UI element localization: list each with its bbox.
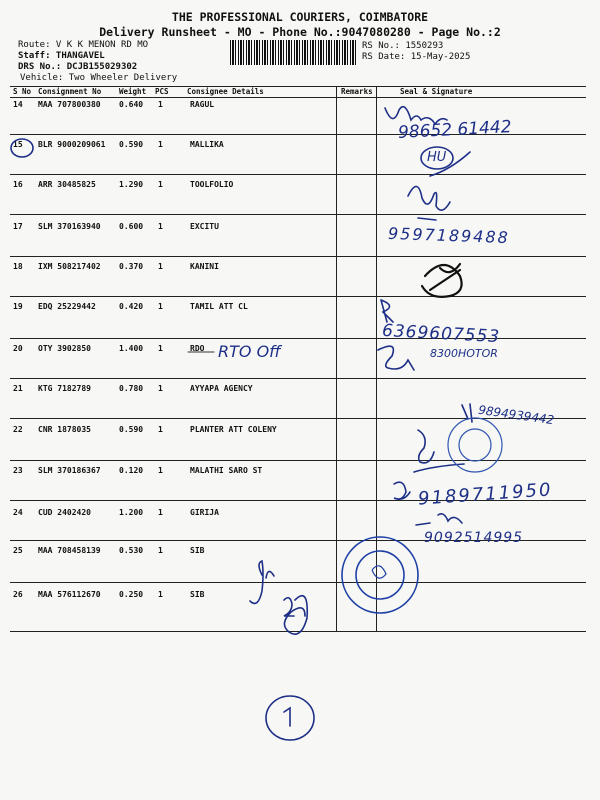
row-weight: 0.590 (119, 140, 144, 149)
row-pcs: 1 (158, 140, 163, 149)
row-consignment-no: KTG 7182789 (38, 384, 91, 393)
row-pcs: 1 (158, 262, 163, 271)
row-sno: 22 (13, 425, 23, 434)
row-weight: 0.250 (119, 590, 144, 599)
row-consignee: PLANTER ATT COLENY (190, 425, 277, 434)
circled-two (284, 598, 294, 616)
row-consignee: TAMIL ATT CL (190, 302, 248, 311)
round-stamp-22 (448, 418, 502, 472)
row-consignee: MALLIKA (190, 140, 224, 149)
row-sno: 19 (13, 302, 23, 311)
signature-scribble-22 (414, 430, 464, 472)
row-weight: 0.780 (119, 384, 144, 393)
vehicle-label: Vehicle: Two Wheeler Delivery (20, 73, 178, 83)
col-consignee: Consignee Details (187, 87, 264, 96)
row-sno: 17 (13, 222, 23, 231)
handwritten-phone-23: 9189711950 (417, 479, 554, 510)
col-consignment: Consignment No (38, 87, 102, 96)
col-remarks: Remarks (341, 87, 373, 96)
handwritten-phone-22: 9894939442 (477, 402, 555, 428)
row-consignee: SIB (190, 590, 205, 599)
row-pcs: 1 (158, 222, 163, 231)
row-consignment-no: SLM 370163940 (38, 222, 101, 231)
route-label: Route: V K K MENON RD MO (18, 40, 149, 50)
signature-scribble-23 (394, 482, 410, 499)
row-consignee: MALATHI SARO ST (190, 466, 263, 475)
row-pcs: 1 (158, 546, 163, 555)
row-consignment-no: MAA 707800380 (38, 100, 101, 109)
row-weight: 0.600 (119, 222, 144, 231)
signature-scribble-24 (416, 514, 462, 525)
row-consignment-no: BLR 9000209061 (38, 140, 106, 149)
row-consignment-no: MAA 576112670 (38, 590, 101, 599)
large-j-stroke (250, 561, 263, 603)
row-pcs: 1 (158, 100, 163, 109)
handwritten-initials-15: HU (427, 150, 447, 165)
circled-one (284, 708, 290, 726)
row-sno: 26 (13, 590, 23, 599)
row-sno: 23 (13, 466, 23, 475)
row-consignee: RDO (190, 344, 205, 353)
row-consignee: EXCITU (190, 222, 219, 231)
row-consignment-no: MAA 708458139 (38, 546, 101, 555)
row-pcs: 1 (158, 344, 163, 353)
row-sno: 15 (13, 140, 23, 149)
row-consignee: RAGUL (190, 100, 215, 109)
row-pcs: 1 (158, 180, 163, 189)
row-weight: 1.200 (119, 508, 144, 517)
row-consignment-no: SLM 370186367 (38, 466, 101, 475)
row-pcs: 1 (158, 425, 163, 434)
row-consignment-no: EDQ 25229442 (38, 302, 96, 311)
row-consignment-no: CUD 2402420 (38, 508, 91, 517)
runsheet-subtitle: Delivery Runsheet - MO - Phone No.:9047080280 - Page No.:2 (99, 25, 501, 39)
row-consignee: TOOLFOLIO (190, 180, 234, 189)
handwritten-rto-note: RTO Off (218, 342, 281, 361)
row-consignment-no: ARR 30485825 (38, 180, 96, 189)
col-sno: S No (13, 87, 32, 96)
row-weight: 1.290 (119, 180, 144, 189)
row-pcs: 1 (158, 508, 163, 517)
row-pcs: 1 (158, 466, 163, 475)
col-pcs: PCS (155, 87, 169, 96)
row-sno: 21 (13, 384, 23, 393)
row-pcs: 1 (158, 302, 163, 311)
row-sno: 18 (13, 262, 23, 271)
drs-number: DRS No.: DCJB155029302 (18, 62, 138, 72)
large-loop-26 (284, 596, 307, 634)
row-weight: 1.400 (119, 344, 144, 353)
row-weight: 0.120 (119, 466, 144, 475)
j-hook (266, 571, 274, 578)
south-indian-bank-stamp (342, 537, 418, 613)
row-sno: 20 (13, 344, 23, 353)
row-sno: 14 (13, 100, 23, 109)
col-signature: Seal & Signature (400, 87, 473, 96)
row-weight: 0.370 (119, 262, 144, 271)
signature-scribble-18 (422, 264, 462, 297)
row-consignment-no: IXM 508217402 (38, 262, 101, 271)
row-pcs: 1 (158, 384, 163, 393)
handwritten-phone-14: 98652 61442 (397, 117, 513, 143)
row-consignee: AYYAPA AGENCY (190, 384, 253, 393)
company-title: THE PROFESSIONAL COURIERS, COIMBATORE (171, 10, 429, 24)
staff-label: Staff: THANGAVEL (18, 51, 105, 61)
signature-mark-19 (381, 300, 393, 322)
row-weight: 0.590 (119, 425, 144, 434)
row-weight: 0.530 (119, 546, 144, 555)
row-sno: 25 (13, 546, 23, 555)
handwritten-phone-19: 6369607553 (381, 320, 501, 348)
row-consignment-no: CNR 1878035 (38, 425, 91, 434)
row-sno: 16 (13, 180, 23, 189)
row-consignee: SIB (190, 546, 205, 555)
row-consignee: KANINI (190, 262, 219, 271)
row-weight: 0.420 (119, 302, 144, 311)
row-sno: 24 (13, 508, 23, 517)
signature-scribble-20 (378, 346, 414, 370)
rs-date: RS Date: 15-May-2025 (362, 52, 471, 62)
handwritten-phone-24: 9092514995 (424, 530, 524, 546)
rs-number: RS No.: 1550293 (362, 41, 444, 51)
sno-circle-15 (11, 139, 33, 157)
signature-scribble-16 (408, 186, 450, 220)
handwritten-phone-17: 9597189488 (387, 223, 511, 248)
row-pcs: 1 (158, 590, 163, 599)
handwritten-code-20: 8300HOTOR (430, 347, 498, 360)
row-weight: 0.640 (119, 100, 144, 109)
row-consignment-no: OTY 3902850 (38, 344, 91, 353)
col-weight: Weight (119, 87, 147, 96)
row-consignee: GIRIJA (190, 508, 219, 517)
